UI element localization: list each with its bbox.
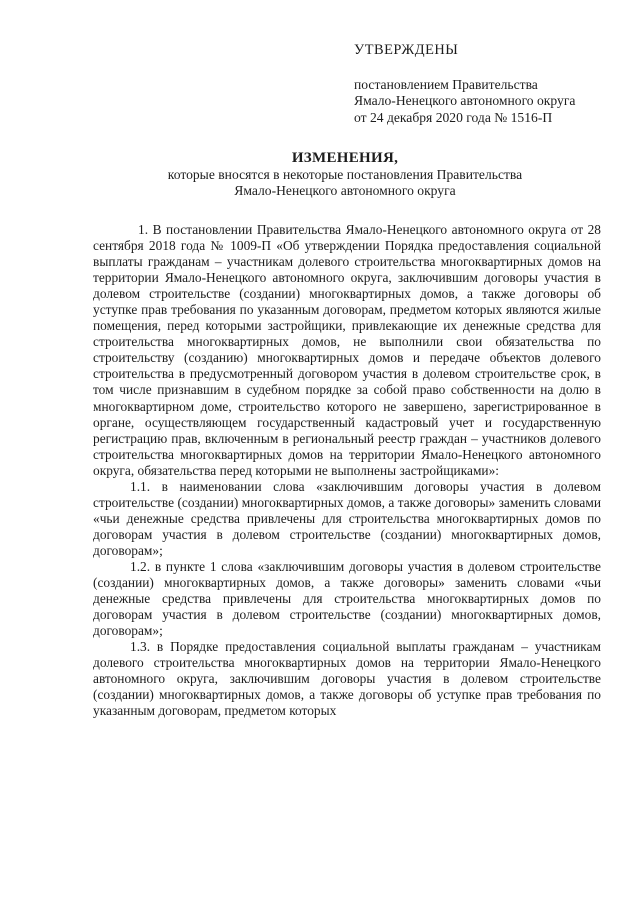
- approval-line: Ямало-Ненецкого автономного округа: [354, 93, 576, 109]
- title-subtitle: которые вносятся в некоторые постановления Правительства: [167, 166, 523, 182]
- document-title: [90, 150, 600, 200]
- approval-line: постановлением Правительства: [354, 76, 538, 92]
- paragraph-1-1: 1.1. в наименовании слова «заключившим договоры участия в долевом строительстве (создании) многоквартирных домов, а также договоры» заменить словами «чьи денежные средства привлечены для строительства многоквартирных домов по договорам участия в долевом строительстве (создании) многоквартирных домов, договорам»;: [93, 478, 601, 558]
- document-body: [93, 222, 601, 719]
- title-heading: ИЗМЕНЕНИЯ,: [291, 150, 399, 166]
- paragraph-1-2: 1.2. в пункте 1 слова «заключившим договоры участия в долевом строительстве (создании) многоквартирных домов, а также договоры» заменить словами «чьи денежные средства привлечены для строительства многоквартирных домов по договорам участия в долевом строительстве (создании) многоквартирных домов, договорам»;: [93, 558, 601, 639]
- approval-date-line: от 24 декабря 2020 года № 1516-П: [354, 109, 553, 125]
- approval-heading: УТВЕРЖДЕНЫ: [354, 42, 459, 58]
- paragraph-1: 1. В постановлении Правительства Ямало-Ненецкого автономного округа от 28 сентября 2018 года № 1009-П «Об утверждении Порядка предоставления социальной выплаты гражданам – участникам долевого строительства многоквартирных домов на территории Ямало-Ненецкого автономного округа, заключившим договоры участия в долевом строительстве (создании) многоквартирных домов, а также договоры об уступке прав требования по указанным договорам, предметом которых являются жилые помещения, перед которыми застройщики, привлекающие их денежные средства для строительства многоквартирных домов, не выполнили свои обязательства по строительству (созданию) многоквартирных домов и передаче объектов долевого строительства в предусмотренный договором участия в долевом строительстве срок, в том числе признавшим в судебном порядке за собой право собственности на долю в многоквартирном доме, строительство которого не завершено, зарегистрированное в органе, осуществляющем государственный кадастровый учет и государственную регистрацию прав, включенным в региональный реестр граждан – участников долевого строительства многоквартирных домов на территории Ямало-Ненецкого автономного округа, обязательства перед которыми не выполнены застройщиками»:: [93, 222, 601, 478]
- title-subtitle: Ямало-Ненецкого автономного округа: [234, 183, 456, 199]
- approval-stamp: [354, 42, 624, 126]
- paragraph-1-3: 1.3. в Порядке предоставления социальной выплаты гражданам – участникам долевого строительства многоквартирных домов на территории Ямало-Ненецкого автономного округа, заключившим договоры участия в долевом строительстве (создании) многоквартирных домов, а также договоры об уступке прав требования по указанным договорам, предметом которых: [93, 639, 601, 719]
